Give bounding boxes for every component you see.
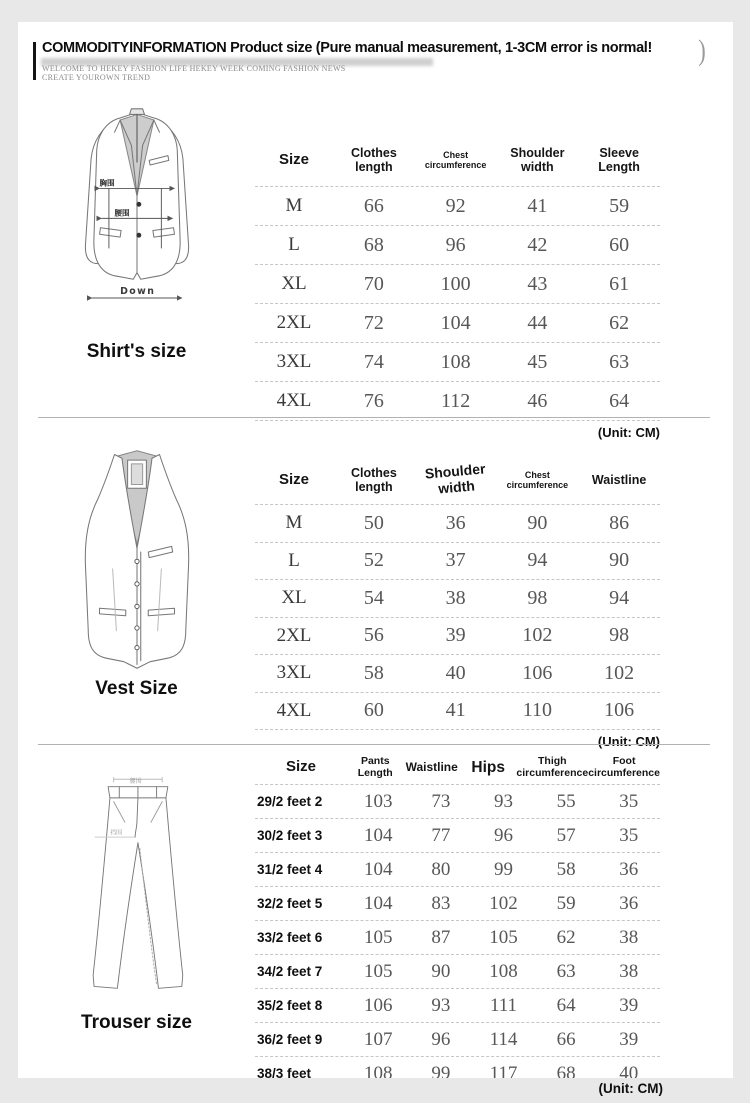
size-cell: M bbox=[285, 195, 303, 216]
value-cell: 43 bbox=[527, 272, 548, 295]
value-cell: 104 bbox=[364, 858, 393, 880]
value-cell: 38 bbox=[619, 960, 639, 982]
value-cell: 100 bbox=[440, 272, 471, 295]
table-row bbox=[255, 226, 660, 265]
value-cell: 107 bbox=[364, 1028, 393, 1050]
value-cell: 96 bbox=[445, 233, 466, 256]
value-cell: 104 bbox=[364, 892, 393, 914]
value-cell: 39 bbox=[445, 624, 466, 647]
vest-figure-column bbox=[18, 418, 255, 744]
trouser-figure-column bbox=[18, 745, 255, 1078]
value-cell: 70 bbox=[363, 272, 384, 295]
table-row bbox=[255, 655, 660, 693]
value-cell: 63 bbox=[556, 960, 576, 982]
vest-line-drawing bbox=[62, 447, 212, 672]
trouser-table bbox=[255, 745, 660, 1078]
table-row bbox=[255, 187, 660, 226]
value-cell: 76 bbox=[363, 389, 384, 412]
value-cell: 59 bbox=[609, 194, 630, 217]
value-cell: 56 bbox=[363, 624, 384, 647]
col-chest-circumference: Chest circumference bbox=[506, 469, 569, 490]
size-cell: 30/2 feet 3 bbox=[257, 828, 323, 843]
table-row bbox=[255, 505, 660, 543]
jacket-button bbox=[136, 233, 141, 238]
value-cell: 93 bbox=[431, 994, 451, 1016]
value-cell: 55 bbox=[556, 790, 576, 812]
value-cell: 99 bbox=[493, 858, 513, 880]
size-chart-card bbox=[18, 22, 733, 1078]
col-size: Size bbox=[278, 150, 309, 168]
value-cell: 68 bbox=[556, 1062, 576, 1078]
col-foot-circumference: Foot circumference bbox=[588, 754, 660, 779]
value-cell: 94 bbox=[609, 586, 630, 609]
value-cell: 66 bbox=[363, 194, 384, 217]
value-cell: 68 bbox=[363, 233, 384, 256]
value-cell: 92 bbox=[445, 194, 466, 217]
col-clothes-length: Clothes length bbox=[350, 466, 397, 494]
value-cell: 103 bbox=[364, 790, 393, 812]
value-cell: 112 bbox=[440, 389, 471, 412]
value-cell: 102 bbox=[489, 892, 518, 914]
trouser-table-header bbox=[255, 751, 660, 785]
value-cell: 60 bbox=[609, 233, 630, 256]
col-size: Size bbox=[278, 470, 309, 488]
crotch-label: 裆围 bbox=[109, 829, 122, 837]
value-cell: 64 bbox=[556, 994, 576, 1016]
header bbox=[18, 22, 733, 100]
col-hips: Hips bbox=[471, 758, 505, 776]
value-cell: 38 bbox=[619, 926, 639, 948]
value-cell: 87 bbox=[431, 926, 451, 948]
value-cell: 38 bbox=[445, 586, 466, 609]
header-subtitle-line1: WELCOME TO HEKEY FASHION LIFE HEKEY WEEK COMING FASHION NEWS bbox=[42, 64, 346, 73]
value-cell: 106 bbox=[364, 994, 393, 1016]
jacket-button bbox=[136, 202, 141, 207]
value-cell: 61 bbox=[609, 272, 630, 295]
value-cell: 102 bbox=[604, 661, 635, 684]
value-cell: 105 bbox=[364, 960, 393, 982]
col-size: Size bbox=[285, 758, 316, 776]
value-cell: 96 bbox=[431, 1028, 451, 1050]
value-cell: 41 bbox=[527, 194, 548, 217]
table-row bbox=[255, 265, 660, 304]
value-cell: 52 bbox=[363, 549, 384, 572]
jacket-outline bbox=[85, 109, 188, 279]
vest-caption: Vest Size bbox=[95, 678, 178, 699]
unit-label: (Unit: CM) bbox=[597, 425, 660, 440]
value-cell: 108 bbox=[364, 1062, 393, 1078]
value-cell: 44 bbox=[527, 311, 548, 334]
col-waistline: Waistline bbox=[591, 473, 647, 487]
vest-table-header bbox=[255, 456, 660, 505]
value-cell: 39 bbox=[619, 1028, 639, 1050]
size-cell: 4XL bbox=[276, 390, 312, 411]
value-cell: 45 bbox=[527, 350, 548, 373]
value-cell: 106 bbox=[604, 699, 635, 722]
trouser-section bbox=[18, 745, 733, 1078]
col-pants-length: Pants Length bbox=[357, 754, 393, 779]
table-row bbox=[255, 1023, 660, 1057]
table-row bbox=[255, 887, 660, 921]
value-cell: 57 bbox=[556, 824, 576, 846]
value-cell: 36 bbox=[619, 892, 639, 914]
value-cell: 64 bbox=[609, 389, 630, 412]
size-cell: 33/2 feet 6 bbox=[257, 930, 323, 945]
jacket-line-drawing bbox=[62, 106, 212, 327]
col-clothes-length: Clothes length bbox=[350, 146, 397, 174]
value-cell: 35 bbox=[619, 824, 639, 846]
value-cell: 36 bbox=[619, 858, 639, 880]
value-cell: 40 bbox=[619, 1062, 639, 1078]
col-shoulder-width: Shoulder width bbox=[423, 460, 486, 497]
value-cell: 108 bbox=[440, 350, 471, 373]
value-cell: 80 bbox=[431, 858, 451, 880]
col-shoulder-width: Shoulder width bbox=[510, 146, 565, 174]
value-cell: 114 bbox=[489, 1028, 518, 1050]
size-cell: 32/2 feet 5 bbox=[257, 896, 323, 911]
value-cell: 74 bbox=[363, 350, 384, 373]
trouser-line-drawing bbox=[67, 775, 207, 1000]
shirt-figure-column bbox=[18, 100, 255, 417]
col-waistline: Waistline bbox=[405, 759, 458, 774]
value-cell: 54 bbox=[363, 586, 384, 609]
value-cell: 42 bbox=[527, 233, 548, 256]
value-cell: 105 bbox=[489, 926, 518, 948]
trouser-outline bbox=[93, 777, 183, 988]
size-cell: 31/2 feet 4 bbox=[257, 862, 323, 877]
value-cell: 117 bbox=[489, 1062, 518, 1078]
value-cell: 41 bbox=[445, 699, 466, 722]
value-cell: 40 bbox=[445, 661, 466, 684]
size-cell: 3XL bbox=[276, 662, 312, 684]
table-row bbox=[255, 819, 660, 853]
size-cell: 38/3 feet bbox=[257, 1066, 312, 1078]
value-cell: 62 bbox=[556, 926, 576, 948]
hem-down-label: Down bbox=[119, 286, 155, 298]
size-cell: 29/2 feet 2 bbox=[257, 794, 323, 809]
value-cell: 58 bbox=[363, 661, 384, 684]
vest-table bbox=[255, 418, 660, 749]
size-cell: XL bbox=[281, 587, 307, 609]
value-cell: 99 bbox=[431, 1062, 451, 1078]
title-accent-bar bbox=[33, 42, 36, 80]
table-row bbox=[255, 543, 660, 581]
trouser-caption: Trouser size bbox=[81, 1012, 192, 1033]
col-sleeve-length: Sleeve Length bbox=[598, 146, 640, 174]
value-cell: 111 bbox=[489, 994, 518, 1016]
size-cell: L bbox=[288, 549, 300, 571]
waist-label: 腰围 bbox=[129, 777, 142, 785]
value-cell: 83 bbox=[431, 892, 451, 914]
unit-label: (Unit: CM) bbox=[598, 1081, 663, 1096]
size-cell: 34/2 feet 7 bbox=[257, 964, 323, 979]
size-cell: L bbox=[288, 234, 300, 255]
value-cell: 86 bbox=[609, 511, 630, 534]
value-cell: 46 bbox=[527, 389, 548, 412]
value-cell: 50 bbox=[363, 511, 384, 534]
value-cell: 60 bbox=[363, 699, 384, 722]
table-row bbox=[255, 343, 660, 382]
shirt-table-header bbox=[255, 134, 660, 187]
value-cell: 96 bbox=[493, 824, 513, 846]
table-row bbox=[255, 921, 660, 955]
value-cell: 94 bbox=[527, 549, 548, 572]
value-cell: 98 bbox=[527, 586, 548, 609]
value-cell: 90 bbox=[527, 511, 548, 534]
table-row bbox=[255, 580, 660, 618]
size-cell: 2XL bbox=[276, 312, 312, 333]
waist-label: 腰围 bbox=[114, 208, 130, 218]
value-cell: 108 bbox=[489, 960, 518, 982]
value-cell: 36 bbox=[445, 511, 466, 534]
value-cell: 72 bbox=[363, 311, 384, 334]
page-title: COMMODITYINFORMATION Product size (Pure manual measurement, 1-3CM error is normal! bbox=[42, 40, 652, 56]
size-cell: 3XL bbox=[276, 351, 312, 372]
value-cell: 73 bbox=[431, 790, 451, 812]
chest-label: 胸围 bbox=[99, 178, 115, 188]
table-row bbox=[255, 1057, 660, 1078]
value-cell: 104 bbox=[364, 824, 393, 846]
value-cell: 90 bbox=[609, 549, 630, 572]
value-cell: 93 bbox=[493, 790, 513, 812]
table-row bbox=[255, 693, 660, 731]
value-cell: 63 bbox=[609, 350, 630, 373]
value-cell: 110 bbox=[522, 699, 552, 722]
size-cell: M bbox=[285, 512, 303, 534]
value-cell: 37 bbox=[445, 549, 466, 572]
table-row bbox=[255, 618, 660, 656]
value-cell: 58 bbox=[556, 858, 576, 880]
value-cell: 66 bbox=[556, 1028, 576, 1050]
table-row bbox=[255, 304, 660, 343]
table-row bbox=[255, 989, 660, 1023]
size-cell: XL bbox=[281, 273, 307, 294]
size-cell: 4XL bbox=[276, 699, 312, 721]
vest-section bbox=[18, 418, 733, 749]
value-cell: 35 bbox=[619, 790, 639, 812]
value-cell: 105 bbox=[364, 926, 393, 948]
decorative-paren: ) bbox=[698, 34, 706, 67]
value-cell: 90 bbox=[431, 960, 451, 982]
header-subtitle-line2: CREATE YOUROWN TREND bbox=[42, 73, 151, 82]
value-cell: 98 bbox=[609, 624, 630, 647]
col-thigh-circumference: Thigh circumference bbox=[516, 754, 589, 779]
size-cell: 35/2 feet 8 bbox=[257, 998, 323, 1013]
unit-label: (Unit: CM) bbox=[597, 734, 660, 749]
table-row bbox=[255, 853, 660, 887]
table-row bbox=[255, 382, 660, 421]
shirt-caption: Shirt's size bbox=[86, 341, 187, 362]
table-row bbox=[255, 955, 660, 989]
value-cell: 77 bbox=[431, 824, 451, 846]
col-chest-circumference: Chest circumference bbox=[424, 149, 487, 170]
value-cell: 39 bbox=[619, 994, 639, 1016]
size-cell: 36/2 feet 9 bbox=[257, 1032, 323, 1047]
shirt-table bbox=[255, 100, 660, 440]
value-cell: 62 bbox=[609, 311, 630, 334]
table-row bbox=[255, 785, 660, 819]
shirt-section bbox=[18, 100, 733, 440]
value-cell: 59 bbox=[556, 892, 576, 914]
value-cell: 104 bbox=[440, 311, 471, 334]
value-cell: 102 bbox=[522, 624, 553, 647]
size-cell: 2XL bbox=[276, 624, 312, 646]
value-cell: 106 bbox=[522, 661, 553, 684]
